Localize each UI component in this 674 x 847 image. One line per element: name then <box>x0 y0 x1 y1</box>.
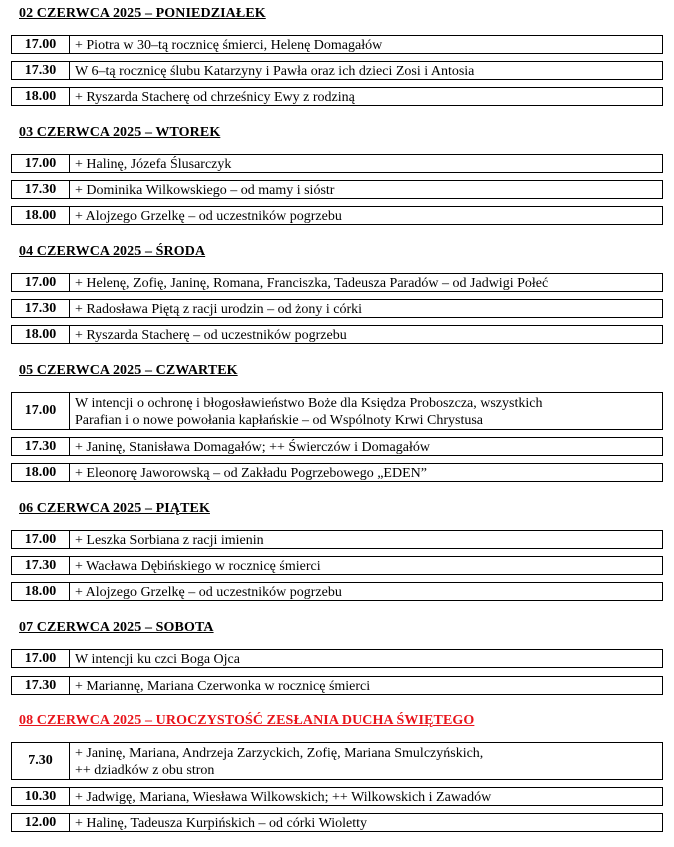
mass-intention: + Halinę, Tadeusza Kurpińskich – od córki Wioletty <box>75 815 367 831</box>
mass-intention: + Ryszarda Stacherę – od uczestników pogrzebu <box>75 327 347 343</box>
mass-row <box>11 813 663 832</box>
mass-intention: + Wacława Dębińskiego w rocznicę śmierci <box>75 558 321 574</box>
mass-time: 17.00 <box>12 155 70 172</box>
mass-time: 17.00 <box>12 650 70 667</box>
mass-row <box>11 742 663 780</box>
mass-intention: W intencji o ochronę i błogosławieństwo Boże dla Księdza Proboszcza, wszystkich Parafian i o nowe powołania kapłańskie – od Wspólnoty Krwi Chrystusa <box>75 395 543 428</box>
mass-time: 17.00 <box>12 274 70 291</box>
mass-intention: + Eleonorę Jaworowską – od Zakładu Pogrzebowego „EDEN” <box>75 465 427 481</box>
mass-time: 18.00 <box>12 207 70 224</box>
day-title-solemnity: 08 CZERWCA 2025 – UROCZYSTOŚĆ ZESŁANIA DUCHA ŚWIĘTEGO <box>19 713 475 728</box>
mass-row <box>11 649 663 668</box>
mass-intention: + Halinę, Józefa Ślusarczyk <box>75 156 232 172</box>
mass-row <box>11 61 663 80</box>
mass-row <box>11 676 663 695</box>
mass-row <box>11 35 663 54</box>
mass-row <box>11 787 663 806</box>
mass-intention: W 6–tą rocznicę ślubu Katarzyny i Pawła oraz ich dzieci Zosi i Antosia <box>75 63 475 79</box>
mass-time: 17.30 <box>12 300 70 317</box>
mass-time: 17.30 <box>12 557 70 574</box>
mass-row <box>11 582 663 601</box>
mass-row <box>11 463 663 482</box>
mass-time: 18.00 <box>12 88 70 105</box>
mass-time: 18.00 <box>12 326 70 343</box>
mass-intention: + Ryszarda Stacherę od chrześnicy Ewy z rodziną <box>75 89 355 105</box>
mass-row <box>11 154 663 173</box>
mass-time: 18.00 <box>12 464 70 481</box>
mass-intention: + Piotra w 30–tą rocznicę śmierci, Helenę Domagałów <box>75 37 383 53</box>
mass-time: 17.30 <box>12 62 70 79</box>
mass-intention: + Janinę, Stanisława Domagałów; ++ Świerczów i Domagałów <box>75 439 430 455</box>
mass-time: 10.30 <box>12 788 70 805</box>
day-title: 02 CZERWCA 2025 – PONIEDZIAŁEK <box>19 6 266 21</box>
mass-time: 17.00 <box>12 531 70 548</box>
mass-time: 17.00 <box>12 36 70 53</box>
mass-row <box>11 556 663 575</box>
mass-intention: + Janinę, Mariana, Andrzeja Zarzyckich, Zofię, Mariana Smulczyńskich, ++ dziadków z obu stron <box>75 745 484 778</box>
mass-row <box>11 530 663 549</box>
mass-row <box>11 392 663 430</box>
mass-intention: + Mariannę, Mariana Czerwonka w rocznicę śmierci <box>75 678 371 694</box>
mass-row <box>11 299 663 318</box>
mass-intention: + Alojzego Grzelkę – od uczestników pogrzebu <box>75 208 342 224</box>
mass-intention: + Helenę, Zofię, Janinę, Romana, Franciszka, Tadeusza Paradów – od Jadwigi Połeć <box>75 275 549 291</box>
mass-row <box>11 437 663 456</box>
mass-intention: + Radosława Piętą z racji urodzin – od żony i córki <box>75 301 363 317</box>
mass-time: 18.00 <box>12 583 70 600</box>
mass-row <box>11 325 663 344</box>
day-title: 05 CZERWCA 2025 – CZWARTEK <box>19 363 238 378</box>
mass-time: 7.30 <box>12 743 70 779</box>
mass-row <box>11 273 663 292</box>
mass-intention: + Dominika Wilkowskiego – od mamy i sióstr <box>75 182 335 198</box>
day-title: 06 CZERWCA 2025 – PIĄTEK <box>19 501 210 516</box>
mass-row <box>11 87 663 106</box>
day-title: 07 CZERWCA 2025 – SOBOTA <box>19 620 214 635</box>
day-title: 03 CZERWCA 2025 – WTOREK <box>19 125 221 140</box>
mass-intention: + Alojzego Grzelkę – od uczestników pogrzebu <box>75 584 342 600</box>
mass-intention: + Jadwigę, Mariana, Wiesława Wilkowskich; ++ Wilkowskich i Zawadów <box>75 789 492 805</box>
mass-time: 17.30 <box>12 438 70 455</box>
mass-time: 17.00 <box>12 393 70 429</box>
mass-time: 17.30 <box>12 181 70 198</box>
mass-row <box>11 180 663 199</box>
day-title: 04 CZERWCA 2025 – ŚRODA <box>19 244 206 259</box>
mass-row <box>11 206 663 225</box>
mass-intention: W intencji ku czci Boga Ojca <box>75 651 240 667</box>
mass-time: 12.00 <box>12 814 70 831</box>
mass-time: 17.30 <box>12 677 70 694</box>
mass-intention: + Leszka Sorbiana z racji imienin <box>75 532 264 548</box>
